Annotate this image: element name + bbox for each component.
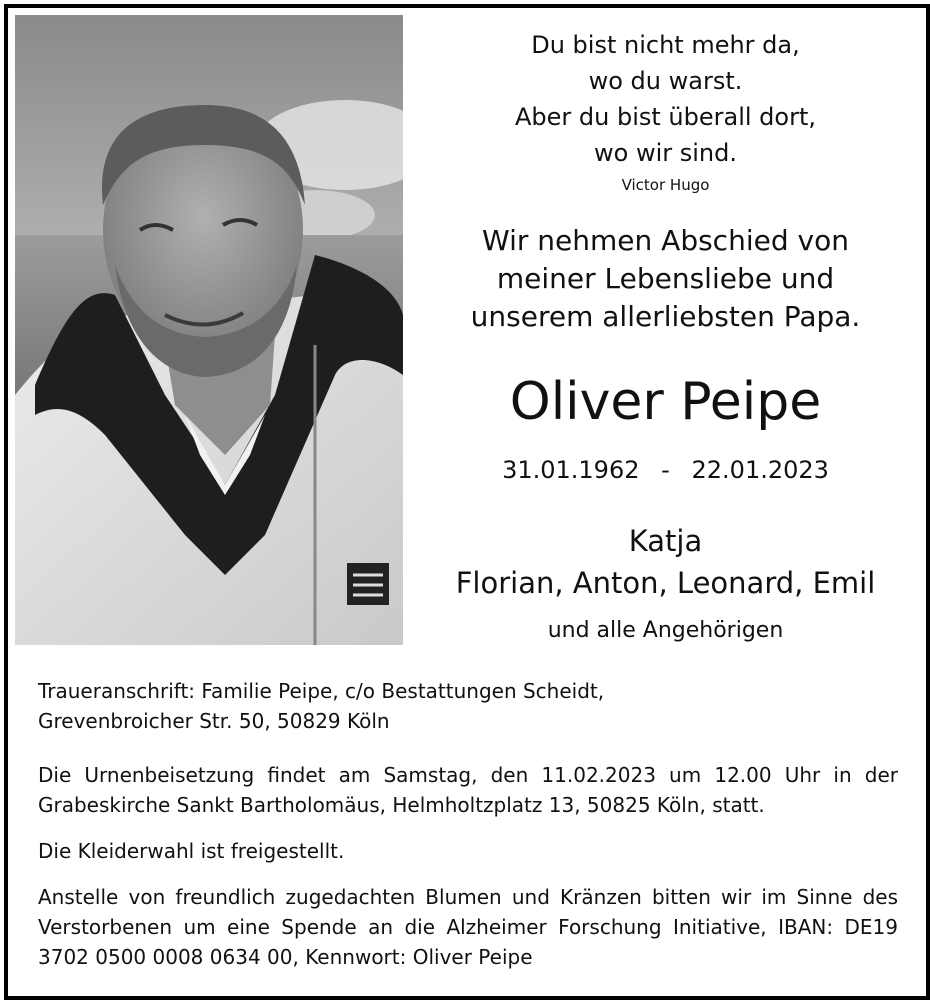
details-section [38, 676, 898, 988]
family-children: Florian, Anton, Leonard, Emil [455, 566, 876, 600]
quote-author: Victor Hugo [621, 176, 710, 194]
date-separator: - [661, 456, 670, 484]
funeral-info: Die Urnenbeisetzung findet am Samstag, den 11.02.2023 um 12.00 Uhr in der Grabeskirche Sankt Bartholomäus, Helmholtzplatz 13, 50825 Köln, statt. [38, 763, 898, 817]
death-date: 22.01.2023 [691, 456, 829, 484]
quote-line: Du bist nicht mehr da, [531, 31, 800, 59]
family-wife: Katja [628, 524, 703, 558]
address-line: Traueranschrift: Familie Peipe, c/o Bestattungen Scheidt, [38, 679, 605, 703]
address-line: Grevenbroicher Str. 50, 50829 Köln [38, 709, 390, 733]
dress-code: Die Kleiderwahl ist freigestellt. [38, 839, 345, 863]
donation-info: Anstelle von freundlich zugedachten Blumen und Kränzen bitten wir im Sinne des Verstorbenen um eine Spende an die Alzheimer Forschung Initiative, IBAN: DE19 3702 0500 0008 0634 00, Kennwort: Oliver Peipe [38, 885, 898, 969]
intro-line: unserem allerliebsten Papa. [470, 300, 861, 333]
intro-line: Wir nehmen Abschied von [482, 224, 849, 257]
family-relatives: und alle Angehörigen [547, 618, 784, 643]
quote-line: wo du warst. [588, 67, 743, 95]
deceased-name: Oliver Peipe [509, 372, 822, 432]
life-dates [413, 456, 918, 484]
quote-line: Aber du bist überall dort, [514, 103, 816, 131]
birth-date: 31.01.1962 [502, 456, 640, 484]
portrait-photo [15, 15, 403, 645]
intro-line: meiner Lebensliebe und [496, 262, 835, 295]
quote-line: wo wir sind. [594, 139, 737, 167]
obituary-card [4, 4, 930, 1000]
announcement-text [413, 8, 918, 648]
mourning-address [38, 676, 898, 736]
